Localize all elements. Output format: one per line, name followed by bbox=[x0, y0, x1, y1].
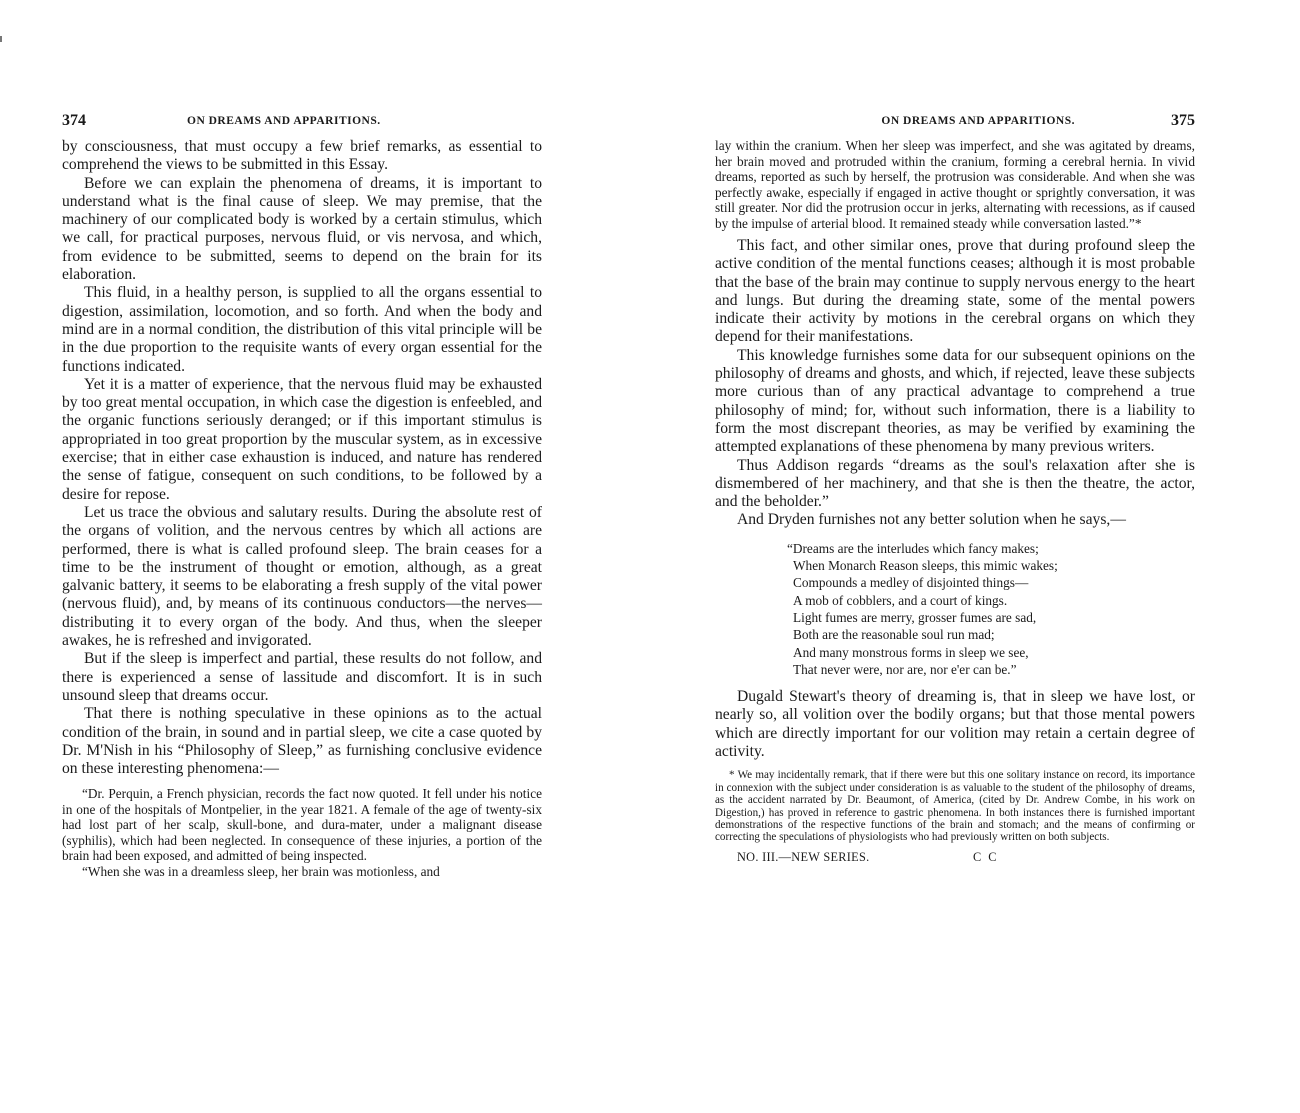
right-paragraph-3: Thus Addison regards “dreams as the soul's relaxation after she is dismembered of her machinery, and that she is then the theatre, the actor, and the beholder.” bbox=[715, 456, 1195, 511]
poem-line: When Monarch Reason sleeps, this mimic wakes; bbox=[793, 558, 1058, 574]
left-paragraph-1: by consciousness, that must occupy a few brief remarks, as essential to comprehend the views to be submitted in this Essay. bbox=[62, 138, 542, 174]
right-running-head bbox=[715, 112, 1195, 138]
series-label: NO. III.—NEW SERIES. bbox=[737, 849, 870, 864]
left-paragraph-2: Before we can explain the phenomena of dreams, it is important to understand what is the final cause of sleep. We may premise, that the machinery of our complicated body is worked by a certain stimulus, which we call, for practical purposes, nervous fluid, or vis nervosa, and which, from evidence to be submitted, seems to depend on the brain for its elaboration. bbox=[62, 174, 542, 284]
signature-line bbox=[715, 850, 1195, 868]
left-paragraph-5: Let us trace the obvious and salutary results. During the absolute rest of the organs of volition, and the nervous centres by which all actions are performed, there is what is called profound sleep. The brain ceases for a time to be the instrument of thought or emotion, although, as a great galvanic battery, it seems to be elaborating a fresh supply of the vital power (nervous fluid), and, by means of its continuous conductors—the nerves—distributing it to every organ of the body. And thus, when the sleeper awakes, he is refreshed and invigorated. bbox=[62, 503, 542, 650]
left-page bbox=[62, 112, 542, 992]
right-page bbox=[715, 112, 1195, 992]
poem-line: “Dreams are the interludes which fancy makes; bbox=[787, 540, 1039, 556]
left-paragraph-6: But if the sleep is imperfect and partial, these results do not follow, and there is experienced a sense of lassitude and discomfort. It is in such unsound sleep that dreams occur. bbox=[62, 650, 542, 704]
poem-line: That never were, nor are, nor e'er can be.” bbox=[793, 661, 1017, 677]
left-quote-1: “Dr. Perquin, a French physician, records the fact now quoted. It fell under his notice in one of the hospitals of Montpelier, in the year 1821. A female of the age of twenty-six had lost part of her scalp, skull-bone, and dura-mater, under a malignant disease (syphilis), which had been neglected. In consequence of these injuries, a portion of the brain had been exposed, and admitted of being inspected. bbox=[62, 786, 542, 864]
scan-edge-mark bbox=[0, 36, 2, 42]
poem-line: Light fumes are merry, grosser fumes are sad, bbox=[793, 609, 1037, 625]
poem-line: And many monstrous forms in sleep we see, bbox=[793, 644, 1029, 660]
left-page-number: 374 bbox=[62, 112, 86, 129]
signature-mark: C C bbox=[973, 849, 999, 864]
left-quote-2: “When she was in a dreamless sleep, her brain was motionless, and bbox=[82, 863, 440, 879]
right-quote-continuation: lay within the cranium. When her sleep was imperfect, and she was agitated by dreams, her brain moved and protruded within the cranium, forming a cerebral hernia. In vivid dreams, reported as such by herself, the protrusion was considerable. And when she was perfectly awake, especially if engaged in active thought or sprightly conversation, it was still greater. Nor did the protrusion occur in jerks, alternating with recessions, as if caused by the impulse of arterial blood. It remained steady while conversation lasted.”* bbox=[715, 138, 1195, 231]
right-closing-paragraph: Dugald Stewart's theory of dreaming is, that in sleep we have lost, or nearly so, all volition over the bodily organs; but that those mental powers which are directly important for our volition may retain a certain degree of activity. bbox=[715, 688, 1195, 761]
right-paragraph-4: And Dryden furnishes not any better solution when he says,— bbox=[737, 511, 1126, 529]
poem-line: A mob of cobblers, and a court of kings. bbox=[793, 592, 1008, 608]
quote-gap bbox=[62, 778, 542, 786]
dryden-poem bbox=[787, 540, 1195, 678]
left-paragraph-3: This fluid, in a healthy person, is supplied to all the organs essential to digestion, assimilation, locomotion, and so forth. And when the body and mind are in a normal condition, the distribution of this vital principle will be in the due proportion to the requisite wants of every organ essential for the functions indicated. bbox=[62, 284, 542, 375]
right-paragraph-2: This knowledge furnishes some data for our subsequent opinions on the philosophy of dreams and ghosts, and which, if rejected, leave these subjects more curious than of any practical advantage to comprehend a true philosophy of mind; for, without such information, there is a liability to form the most discrepant theories, as may be verified by examining the attempted explanations of these phenomena by many previous writers. bbox=[715, 346, 1195, 456]
right-running-title: ON DREAMS AND APPARITIONS. bbox=[881, 115, 1075, 127]
right-paragraph-1: This fact, and other similar ones, prove that during profound sleep the active condition of the mental functions ceases; although it is most probable that the base of the brain may continue to supply nervous energy to the heart and lungs. But during the dreaming state, some of the mental powers indicate their activity by motions in the cerebral organs on which they depend for their manifestations. bbox=[715, 237, 1195, 346]
right-footnote: * We may incidentally remark, that if there were but this one solitary instance on record, its importance in connexion with the subject under consideration is as valuable to the student of the philosophy of dreams, as the accident narrated by Dr. Beaumont, of America, (cited by Dr. Andrew Combe, in his work on Digestion,) has proved in reference to gastric phenomena. In both instances there is furnished important demonstrations of the respective functions of the brain and stomach; and the means of confirming or correcting the speculations of physiologists who had previously written on both subjects. bbox=[715, 769, 1195, 844]
footnote-gap bbox=[715, 761, 1195, 769]
poem-line: Compounds a medley of disjointed things— bbox=[793, 575, 1029, 591]
poem-line: Both are the reasonable soul run mad; bbox=[793, 627, 995, 643]
left-paragraph-4: Yet it is a matter of experience, that the nervous fluid may be exhausted by too great mental occupation, in which case the digestion is enfeebled, and the organic functions seriously deranged; or if this important stimulus is appropriated in too great proportion by the muscular system, as in excessive exercise; that in either case exhaustion is induced, and nature has rendered the sense of fatigue, consequent on such conditions, to be followed by a desire for repose. bbox=[62, 375, 542, 503]
left-running-title: ON DREAMS AND APPARITIONS. bbox=[187, 115, 381, 127]
right-page-number: 375 bbox=[1171, 112, 1195, 129]
left-running-head bbox=[62, 112, 542, 138]
left-paragraph-7: That there is nothing speculative in these opinions as to the actual condition of the brain, in sound and in partial sleep, we cite a case quoted by Dr. M'Nish in his “Philosophy of Sleep,” as furnishing conclusive evidence on these interesting phenomena:— bbox=[62, 705, 542, 778]
